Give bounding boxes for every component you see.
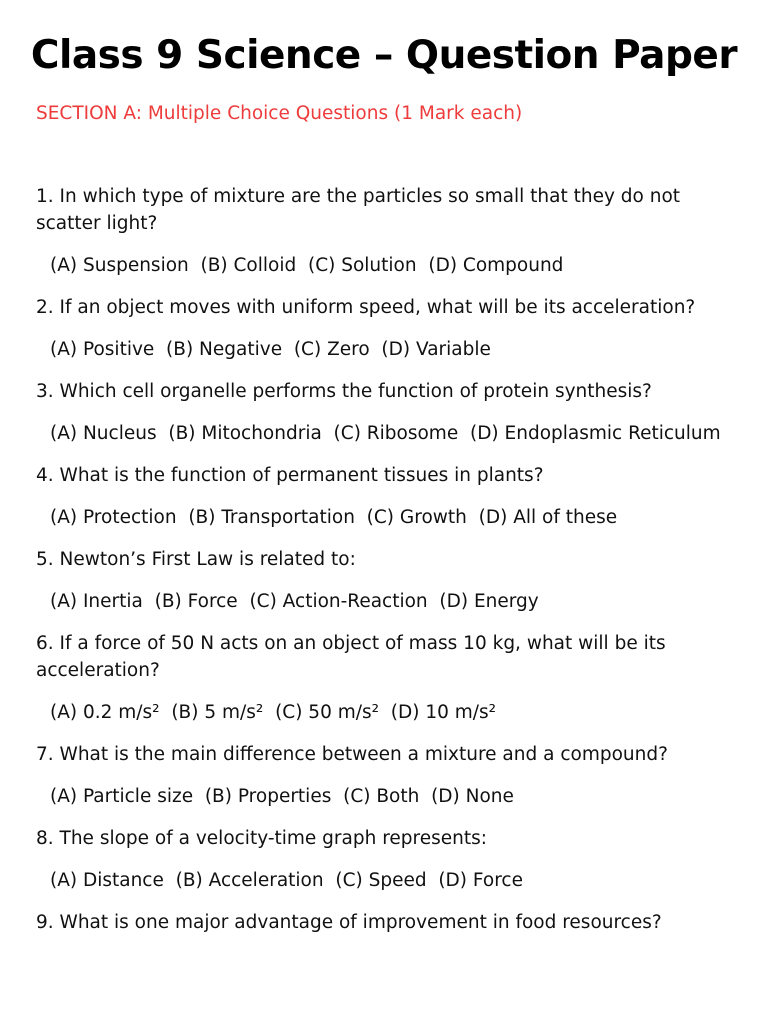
question-text: 4. What is the function of permanent tissues in plants? xyxy=(36,465,544,486)
question-text: 8. The slope of a velocity-time graph represents: xyxy=(36,828,487,849)
question-text: 3. Which cell organelle performs the function of protein synthesis? xyxy=(36,381,652,402)
question-options: (A) Nucleus (B) Mitochondria (C) Ribosome (D) Endoplasmic Reticulum xyxy=(50,423,721,444)
question-options: (A) Protection (B) Transportation (C) Growth (D) All of these xyxy=(50,507,618,528)
question-options: (A) Distance (B) Acceleration (C) Speed (D) Force xyxy=(50,870,523,891)
question-text: 6. If a force of 50 N acts on an object of mass 10 kg, what will be its acceleration? xyxy=(36,633,666,681)
question-text: 7. What is the main difference between a mixture and a compound? xyxy=(36,744,668,765)
question-options: (A) Particle size (B) Properties (C) Both (D) None xyxy=(50,786,514,807)
question-options: (A) Suspension (B) Colloid (C) Solution (D) Compound xyxy=(50,255,564,276)
question-text: 5. Newton’s First Law is related to: xyxy=(36,549,356,570)
section-heading: SECTION A: Multiple Choice Questions (1 Mark each) xyxy=(36,103,523,124)
page-title: Class 9 Science – Question Paper xyxy=(30,33,738,78)
question-options: (A) Inertia (B) Force (C) Action-Reaction (D) Energy xyxy=(50,591,539,612)
question-text: 2. If an object moves with uniform speed, what will be its acceleration? xyxy=(36,297,696,318)
question-list xyxy=(36,183,736,936)
question-text: 9. What is one major advantage of improvement in food resources? xyxy=(36,912,662,933)
question-options: (A) Positive (B) Negative (C) Zero (D) Variable xyxy=(50,339,491,360)
question-text: 1. In which type of mixture are the particles so small that they do not scatter light? xyxy=(36,186,681,234)
question-options: (A) 0.2 m/s² (B) 5 m/s² (C) 50 m/s² (D) 10 m/s² xyxy=(50,702,497,723)
